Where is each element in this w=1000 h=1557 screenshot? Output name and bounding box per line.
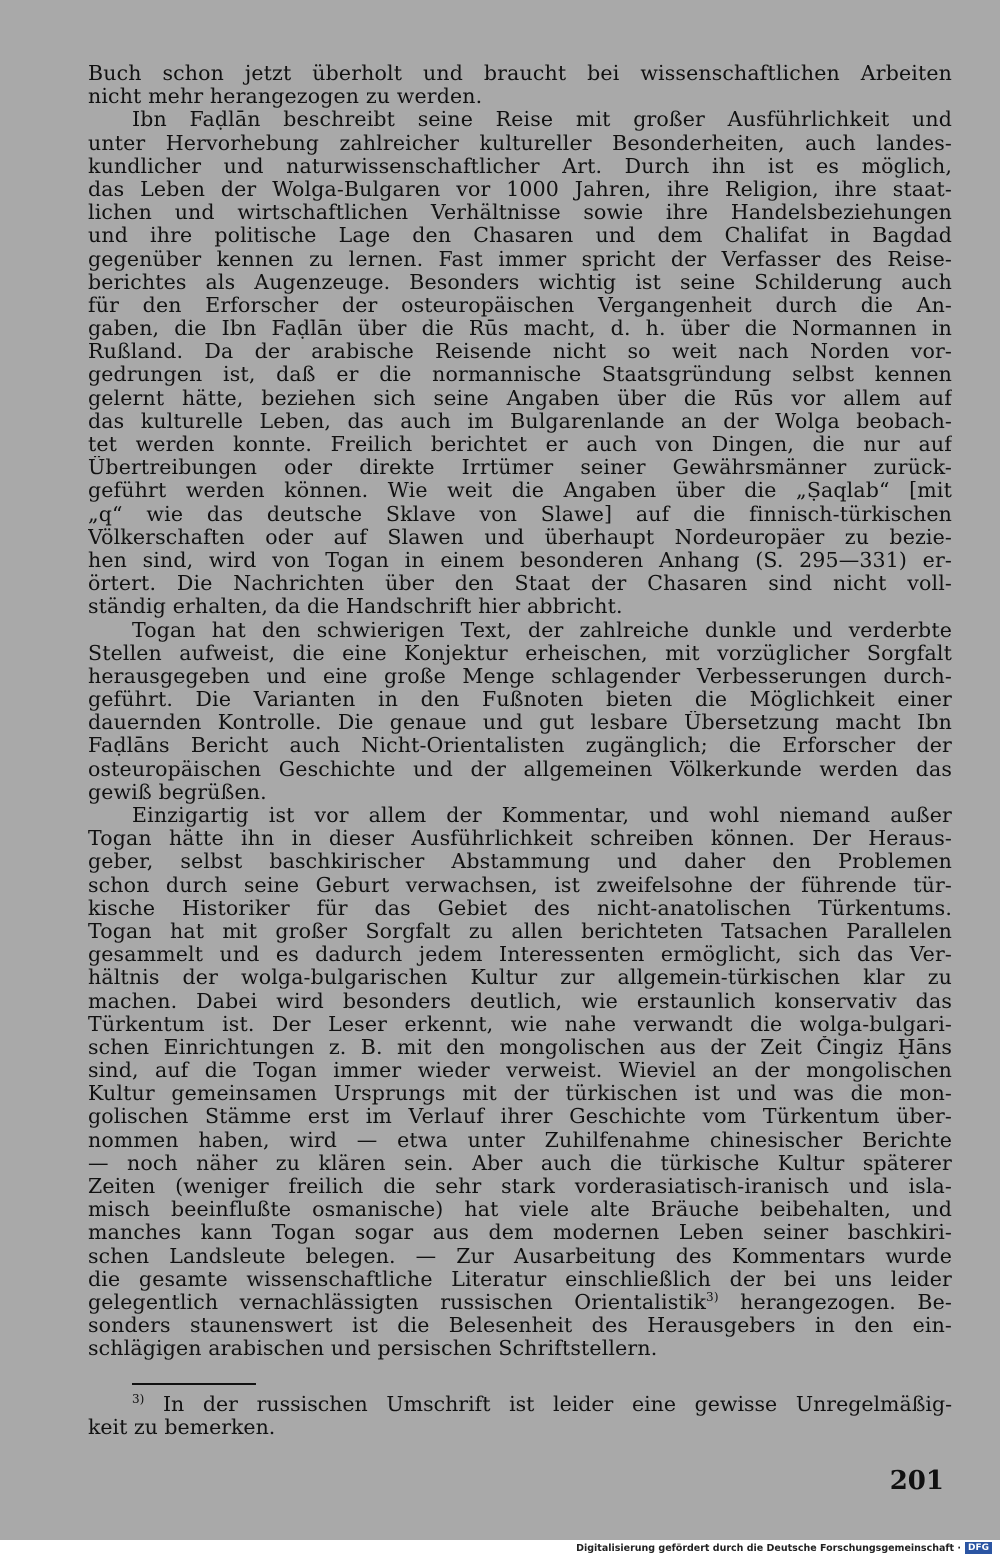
footnote-line xyxy=(88,1393,952,1416)
text-line-tail: herangezogen. Be- xyxy=(718,1290,952,1314)
text-line: kische Historiker für das Gebiet des nicht-anatolischen Türkentums. xyxy=(88,896,952,920)
footnote-marker: 3) xyxy=(132,1393,145,1406)
text-line: Türkentum ist. Der Leser erkennt, wie nahe verwandt die wolga-bulgari- xyxy=(88,1012,952,1036)
text-line-with-footnote-ref xyxy=(88,1291,952,1314)
text-line: Kultur gemeinsamen Ursprungs mit der türkischen ist und was die mon- xyxy=(88,1082,952,1106)
text-line: machen. Dabei wird besonders deutlich, wie erstaunlich konservativ das xyxy=(88,989,952,1013)
text-line: schlägigen arabischen und persischen Schriftstellern. xyxy=(88,1337,658,1361)
footnote xyxy=(88,1393,952,1439)
text-line: Rußland. Da der arabische Reisende nicht so weit nach Norden vor- xyxy=(88,340,952,364)
text-line: Völkerschaften oder auf Slawen und überhaupt Nordeuropäer zu bezie- xyxy=(88,525,952,549)
text-line: golischen Stämme erst im Verlauf ihrer Geschichte vom Türkentum über- xyxy=(88,1105,952,1129)
text-line: das Leben der Wolga-Bulgaren vor 1000 Jahren, ihre Religion, ihre staat- xyxy=(88,177,952,201)
text-line: und ihre politische Lage den Chasaren und dem Chalifat in Bagdad xyxy=(88,224,952,248)
text-line: gedrungen ist, daß er die normannische Staatsgründung selbst kennen xyxy=(88,363,952,387)
text-line: gelernt hätte, beziehen sich seine Angaben über die Rūs vor allem auf xyxy=(88,386,952,410)
text-line: hältnis der wolga-bulgarischen Kultur zur allgemein-türkischen klar zu xyxy=(88,966,952,990)
text-line: tet werden konnte. Freilich berichtet er auch von Dingen, die nur auf xyxy=(88,433,952,456)
text-line: herausgegeben und eine große Menge schlagender Verbesserungen durch- xyxy=(88,664,952,688)
text-line: sind, auf die Togan immer wieder verweist. Wieviel an der mongolischen xyxy=(88,1059,952,1083)
text-line: berichtes als Augenzeuge. Besonders wichtig ist seine Schilderung auch xyxy=(88,270,952,294)
digitization-credit xyxy=(576,1541,992,1555)
text-line: dauernden Kontrolle. Die genaue und gut lesbare Übersetzung macht Ibn xyxy=(88,711,952,735)
text-line: ständig erhalten, da die Handschrift hier abbricht. xyxy=(88,595,623,619)
text-line: kundlicher und naturwissenschaftlicher Art. Durch ihn ist es möglich, xyxy=(88,154,952,178)
text-line: nommen haben, wird — etwa unter Zuhilfenahme chinesischer Berichte xyxy=(88,1128,952,1152)
text-line: osteuropäischen Geschichte und der allgemeinen Völkerkunde werden das xyxy=(88,757,952,781)
text-line: hen sind, wird von Togan in einem besonderen Anhang (S. 295—331) er- xyxy=(88,548,952,572)
text-line: die gesamte wissenschaftliche Literatur einschließlich der bei uns leider xyxy=(88,1267,952,1291)
text-line: Zeiten (weniger freilich die sehr stark vorderasiatisch-iranisch und isla- xyxy=(88,1175,952,1198)
text-line: Buch schon jetzt überholt und braucht bei wissenschaftlichen Arbeiten xyxy=(88,62,952,85)
footnote-reference: 3) xyxy=(706,1290,719,1304)
text-line: unter Hervorhebung zahlreicher kultureller Besonderheiten, auch landes- xyxy=(88,131,952,155)
text-line: gesammelt und es dadurch jedem Interessenten ermöglicht, sich das Ver- xyxy=(88,943,952,967)
text-line: gewiß begrüßen. xyxy=(88,780,267,804)
text-line: manches kann Togan sogar aus dem modernen Leben seiner baschkiri- xyxy=(88,1221,952,1245)
text-line: — noch näher zu klären sein. Aber auch die türkische Kultur späterer xyxy=(88,1151,952,1175)
text-line: nicht mehr herangezogen zu werden. xyxy=(88,85,483,109)
footnote-divider xyxy=(132,1383,256,1385)
text-line: geführt. Die Varianten in den Fußnoten bieten die Möglichkeit einer xyxy=(88,688,952,712)
paragraph-start-line: Ibn Faḍlān beschreibt seine Reise mit großer Ausführlichkeit und xyxy=(132,108,952,132)
paragraph-start-line: Togan hat den schwierigen Text, der zahlreiche dunkle und verderbte xyxy=(132,618,952,642)
text-line: Togan hat mit großer Sorgfalt zu allen berichteten Tatsachen Parallelen xyxy=(88,919,952,943)
text-line: Übertreibungen oder direkte Irrtümer seiner Gewährsmänner zurück- xyxy=(88,456,952,480)
page-number: 201 xyxy=(889,1466,944,1496)
text-line: schen Landsleute belegen. — Zur Ausarbeitung des Kommentars wurde xyxy=(88,1244,952,1268)
text-line: Togan hätte ihn in dieser Ausführlichkeit schreiben können. Der Heraus- xyxy=(88,827,952,851)
text-line: lichen und wirtschaftlichen Verhältnisse sowie ihre Handelsbeziehungen xyxy=(88,201,952,225)
text-line: sonders staunenswert ist die Belesenheit des Herausgebers in den ein- xyxy=(88,1314,952,1338)
text-line: geber, selbst baschkirischer Abstammung und daher den Problemen xyxy=(88,850,952,874)
text-line: schen Einrichtungen z. B. mit den mongolischen aus der Zeit Čingiz Ḫāns xyxy=(88,1035,952,1059)
text-line-head: gelegentlich vernachlässigten russischen Orientalistik xyxy=(88,1290,707,1314)
text-line: gaben, die Ibn Faḍlān über die Rūs macht, d. h. über die Normannen in xyxy=(88,317,952,341)
text-line: das kulturelle Leben, das auch im Bulgarenlande an der Wolga beobach- xyxy=(88,409,952,433)
text-line: misch beeinflußte osmanische) hat viele alte Bräuche beibehalten, und xyxy=(88,1198,952,1222)
text-line: Faḍlāns Bericht auch Nicht-Orientalisten zugänglich; die Erforscher der xyxy=(88,734,952,758)
text-line: für den Erforscher der osteuropäischen Vergangenheit durch die An- xyxy=(88,293,952,317)
text-line: Stellen aufweist, die eine Konjektur erheischen, mit vorzüglicher Sorgfalt xyxy=(88,641,952,665)
footnote-line: keit zu bemerken. xyxy=(88,1416,276,1440)
text-line: „q“ wie das deutsche Sklave von Slawe] auf die finnisch-türkischen xyxy=(88,502,952,526)
body-text xyxy=(88,62,952,1361)
text-line: geführt werden können. Wie weit die Angaben über die „Ṣaqlab“ [mit xyxy=(88,479,952,503)
paragraph-start-line: Einzigartig ist vor allem der Kommentar, und wohl niemand außer xyxy=(132,804,952,827)
footnote-text: In der russischen Umschrift ist leider eine gewisse Unregelmäßig- xyxy=(144,1393,952,1416)
dfg-logo-icon: DFG xyxy=(965,1542,992,1554)
text-line: gegenüber kennen zu lernen. Fast immer spricht der Verfasser des Reise- xyxy=(88,247,952,271)
text-line: schon durch seine Geburt verwachsen, ist zweifelsohne der führende tür- xyxy=(88,873,952,897)
text-line: örtert. Die Nachrichten über den Staat der Chasaren sind nicht voll- xyxy=(88,572,952,596)
credit-text: Digitalisierung gefördert durch die Deutsche Forschungsgemeinschaft · xyxy=(576,1542,961,1554)
